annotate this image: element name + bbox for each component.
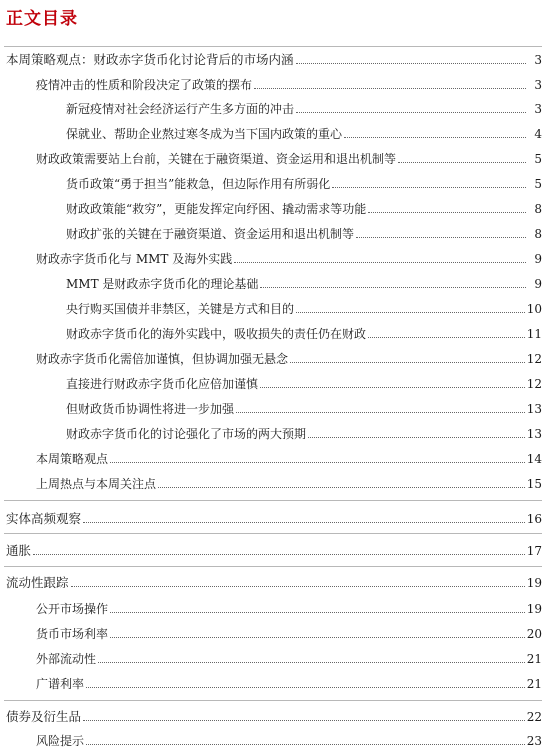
dot-leader xyxy=(110,636,525,638)
toc-entry[interactable] xyxy=(36,648,542,666)
toc-entry-text: 直接进行财政赤字货币化应倍加谨慎 xyxy=(66,377,259,391)
toc-entry-page: 19 xyxy=(526,576,542,590)
toc-entry[interactable] xyxy=(36,248,542,266)
toc-entry-page: 21 xyxy=(526,677,542,691)
dot-leader xyxy=(296,111,526,113)
dot-leader xyxy=(86,686,525,688)
dot-leader xyxy=(234,261,526,263)
section-divider xyxy=(4,500,542,501)
toc-entry[interactable] xyxy=(36,148,542,166)
dot-leader xyxy=(308,436,525,438)
toc-entry-text: 本周策略观点 xyxy=(36,452,109,466)
toc-entry-text: MMT 是财政赤字货币化的理论基础 xyxy=(66,277,259,291)
toc-entry-page: 9 xyxy=(534,277,542,291)
section-divider xyxy=(4,533,542,534)
dot-leader xyxy=(260,386,525,388)
toc-entry[interactable] xyxy=(6,49,542,67)
toc-entry[interactable] xyxy=(66,223,542,241)
toc-entry-page: 4 xyxy=(534,127,542,141)
toc-entry-page: 5 xyxy=(534,152,542,166)
toc-entry-text: 实体高频观察 xyxy=(6,511,82,526)
toc-entry-text: 广谱利率 xyxy=(36,677,85,691)
toc-entry-page: 5 xyxy=(534,177,542,191)
toc-entry-page: 12 xyxy=(526,377,542,391)
toc-entry-page: 3 xyxy=(534,78,542,92)
section-divider xyxy=(4,700,542,701)
toc-entry[interactable] xyxy=(36,74,542,92)
dot-leader xyxy=(290,361,525,363)
toc-entry-page: 8 xyxy=(534,202,542,216)
toc-entry-text: 疫情冲击的性质和阶段决定了政策的摆布 xyxy=(36,78,253,92)
toc-entry[interactable] xyxy=(36,673,542,691)
dot-leader xyxy=(356,236,526,238)
toc-entry-text: 上周热点与本周关注点 xyxy=(36,477,157,491)
dot-leader xyxy=(344,136,526,138)
toc-title: 正文目录 xyxy=(6,9,78,29)
toc-entry-page: 23 xyxy=(526,734,542,748)
toc-entry-text: 财政赤字货币化的讨论强化了市场的两大预期 xyxy=(66,427,307,441)
toc-entry[interactable] xyxy=(66,373,542,391)
toc-entry[interactable] xyxy=(66,423,542,441)
dot-leader xyxy=(158,486,525,488)
toc-entry[interactable] xyxy=(66,173,542,191)
toc-entry-text: 财政扩张的关键在于融资渠道、资金运用和退出机制等 xyxy=(66,227,355,241)
dot-leader xyxy=(368,211,526,213)
toc-entry[interactable] xyxy=(36,448,542,466)
toc-entry-page: 10 xyxy=(526,302,542,316)
toc-entry[interactable] xyxy=(6,572,542,590)
section-divider xyxy=(4,46,542,47)
toc-entry[interactable] xyxy=(66,98,542,116)
toc-entry-text: 财政赤字货币化的海外实践中，吸收损失的责任仍在财政 xyxy=(66,327,367,341)
toc-entry-text: 保就业、帮助企业熬过寒冬成为当下国内政策的重心 xyxy=(66,127,343,141)
toc-entry-page: 3 xyxy=(534,102,542,116)
toc-entry[interactable] xyxy=(36,623,542,641)
toc-entry-page: 3 xyxy=(534,53,542,67)
toc-entry-text: 但财政货币协调性将进一步加强 xyxy=(66,402,235,416)
dot-leader xyxy=(260,286,526,288)
toc-entry-text: 流动性跟踪 xyxy=(6,575,69,590)
toc-entry-text: 货币市场利率 xyxy=(36,627,109,641)
toc-entry-page: 9 xyxy=(534,252,542,266)
toc-entry-text: 财政政策需要站上台前，关键在于融资渠道、资金运用和退出机制等 xyxy=(36,152,397,166)
dot-leader xyxy=(296,62,526,64)
toc-entry-text: 财政赤字货币化与 MMT 及海外实践 xyxy=(36,252,233,266)
toc-entry-text: 公开市场操作 xyxy=(36,602,109,616)
toc-entry-page: 13 xyxy=(526,402,542,416)
section-divider xyxy=(4,566,542,567)
toc-entry[interactable] xyxy=(36,473,542,491)
toc-entry-page: 19 xyxy=(526,602,542,616)
dot-leader xyxy=(296,311,525,313)
toc-entry-text: 外部流动性 xyxy=(36,652,97,666)
toc-entry-text: 货币政策“勇于担当”能救急，但边际作用有所弱化 xyxy=(66,177,331,191)
toc-entry[interactable] xyxy=(66,198,542,216)
toc-entry-page: 20 xyxy=(526,627,542,641)
dot-leader xyxy=(83,521,525,523)
dot-leader xyxy=(110,611,525,613)
toc-entry[interactable] xyxy=(6,508,542,526)
toc-entry-page: 21 xyxy=(526,652,542,666)
toc-entry-page: 15 xyxy=(526,477,542,491)
dot-leader xyxy=(110,461,525,463)
toc-entry[interactable] xyxy=(66,298,542,316)
toc-entry-text: 通胀 xyxy=(6,543,32,558)
toc-entry-text: 债券及衍生品 xyxy=(6,709,82,724)
toc-entry[interactable] xyxy=(36,730,542,748)
dot-leader xyxy=(98,661,525,663)
dot-leader xyxy=(86,743,525,745)
toc-entry[interactable] xyxy=(36,598,542,616)
dot-leader xyxy=(71,585,525,587)
dot-leader xyxy=(398,161,526,163)
toc-entry-page: 13 xyxy=(526,427,542,441)
dot-leader xyxy=(368,336,525,338)
toc-entry[interactable] xyxy=(66,398,542,416)
toc-entry-page: 14 xyxy=(526,452,542,466)
toc-entry-page: 17 xyxy=(526,544,542,558)
toc-entry-text: 新冠疫情对社会经济运行产生多方面的冲击 xyxy=(66,102,295,116)
dot-leader xyxy=(254,87,526,89)
toc-entry-page: 22 xyxy=(526,710,542,724)
toc-entry-text: 央行购买国债并非禁区，关键是方式和目的 xyxy=(66,302,295,316)
dot-leader xyxy=(83,719,525,721)
toc-entry[interactable] xyxy=(36,348,542,366)
toc-entry[interactable] xyxy=(6,540,542,558)
toc-entry-page: 12 xyxy=(526,352,542,366)
toc-entry-page: 8 xyxy=(534,227,542,241)
toc-entry-text: 财政政策能“救穷”，更能发挥定向纾困、撬动需求等功能 xyxy=(66,202,367,216)
toc-entry[interactable] xyxy=(66,123,542,141)
toc-entry[interactable] xyxy=(6,706,542,724)
toc-entry-text: 风险提示 xyxy=(36,734,85,748)
dot-leader xyxy=(33,553,525,555)
toc-entry-page: 16 xyxy=(526,512,542,526)
toc-entry-text: 财政赤字货币化需倍加谨慎，但协调加强无悬念 xyxy=(36,352,289,366)
toc-entry[interactable] xyxy=(66,323,542,341)
toc-entry-text: 本周策略观点：财政赤字货币化讨论背后的市场内涵 xyxy=(6,52,294,67)
dot-leader xyxy=(236,411,525,413)
toc-entry[interactable] xyxy=(66,273,542,291)
dot-leader xyxy=(332,186,526,188)
toc-entry-page: 11 xyxy=(526,327,542,341)
